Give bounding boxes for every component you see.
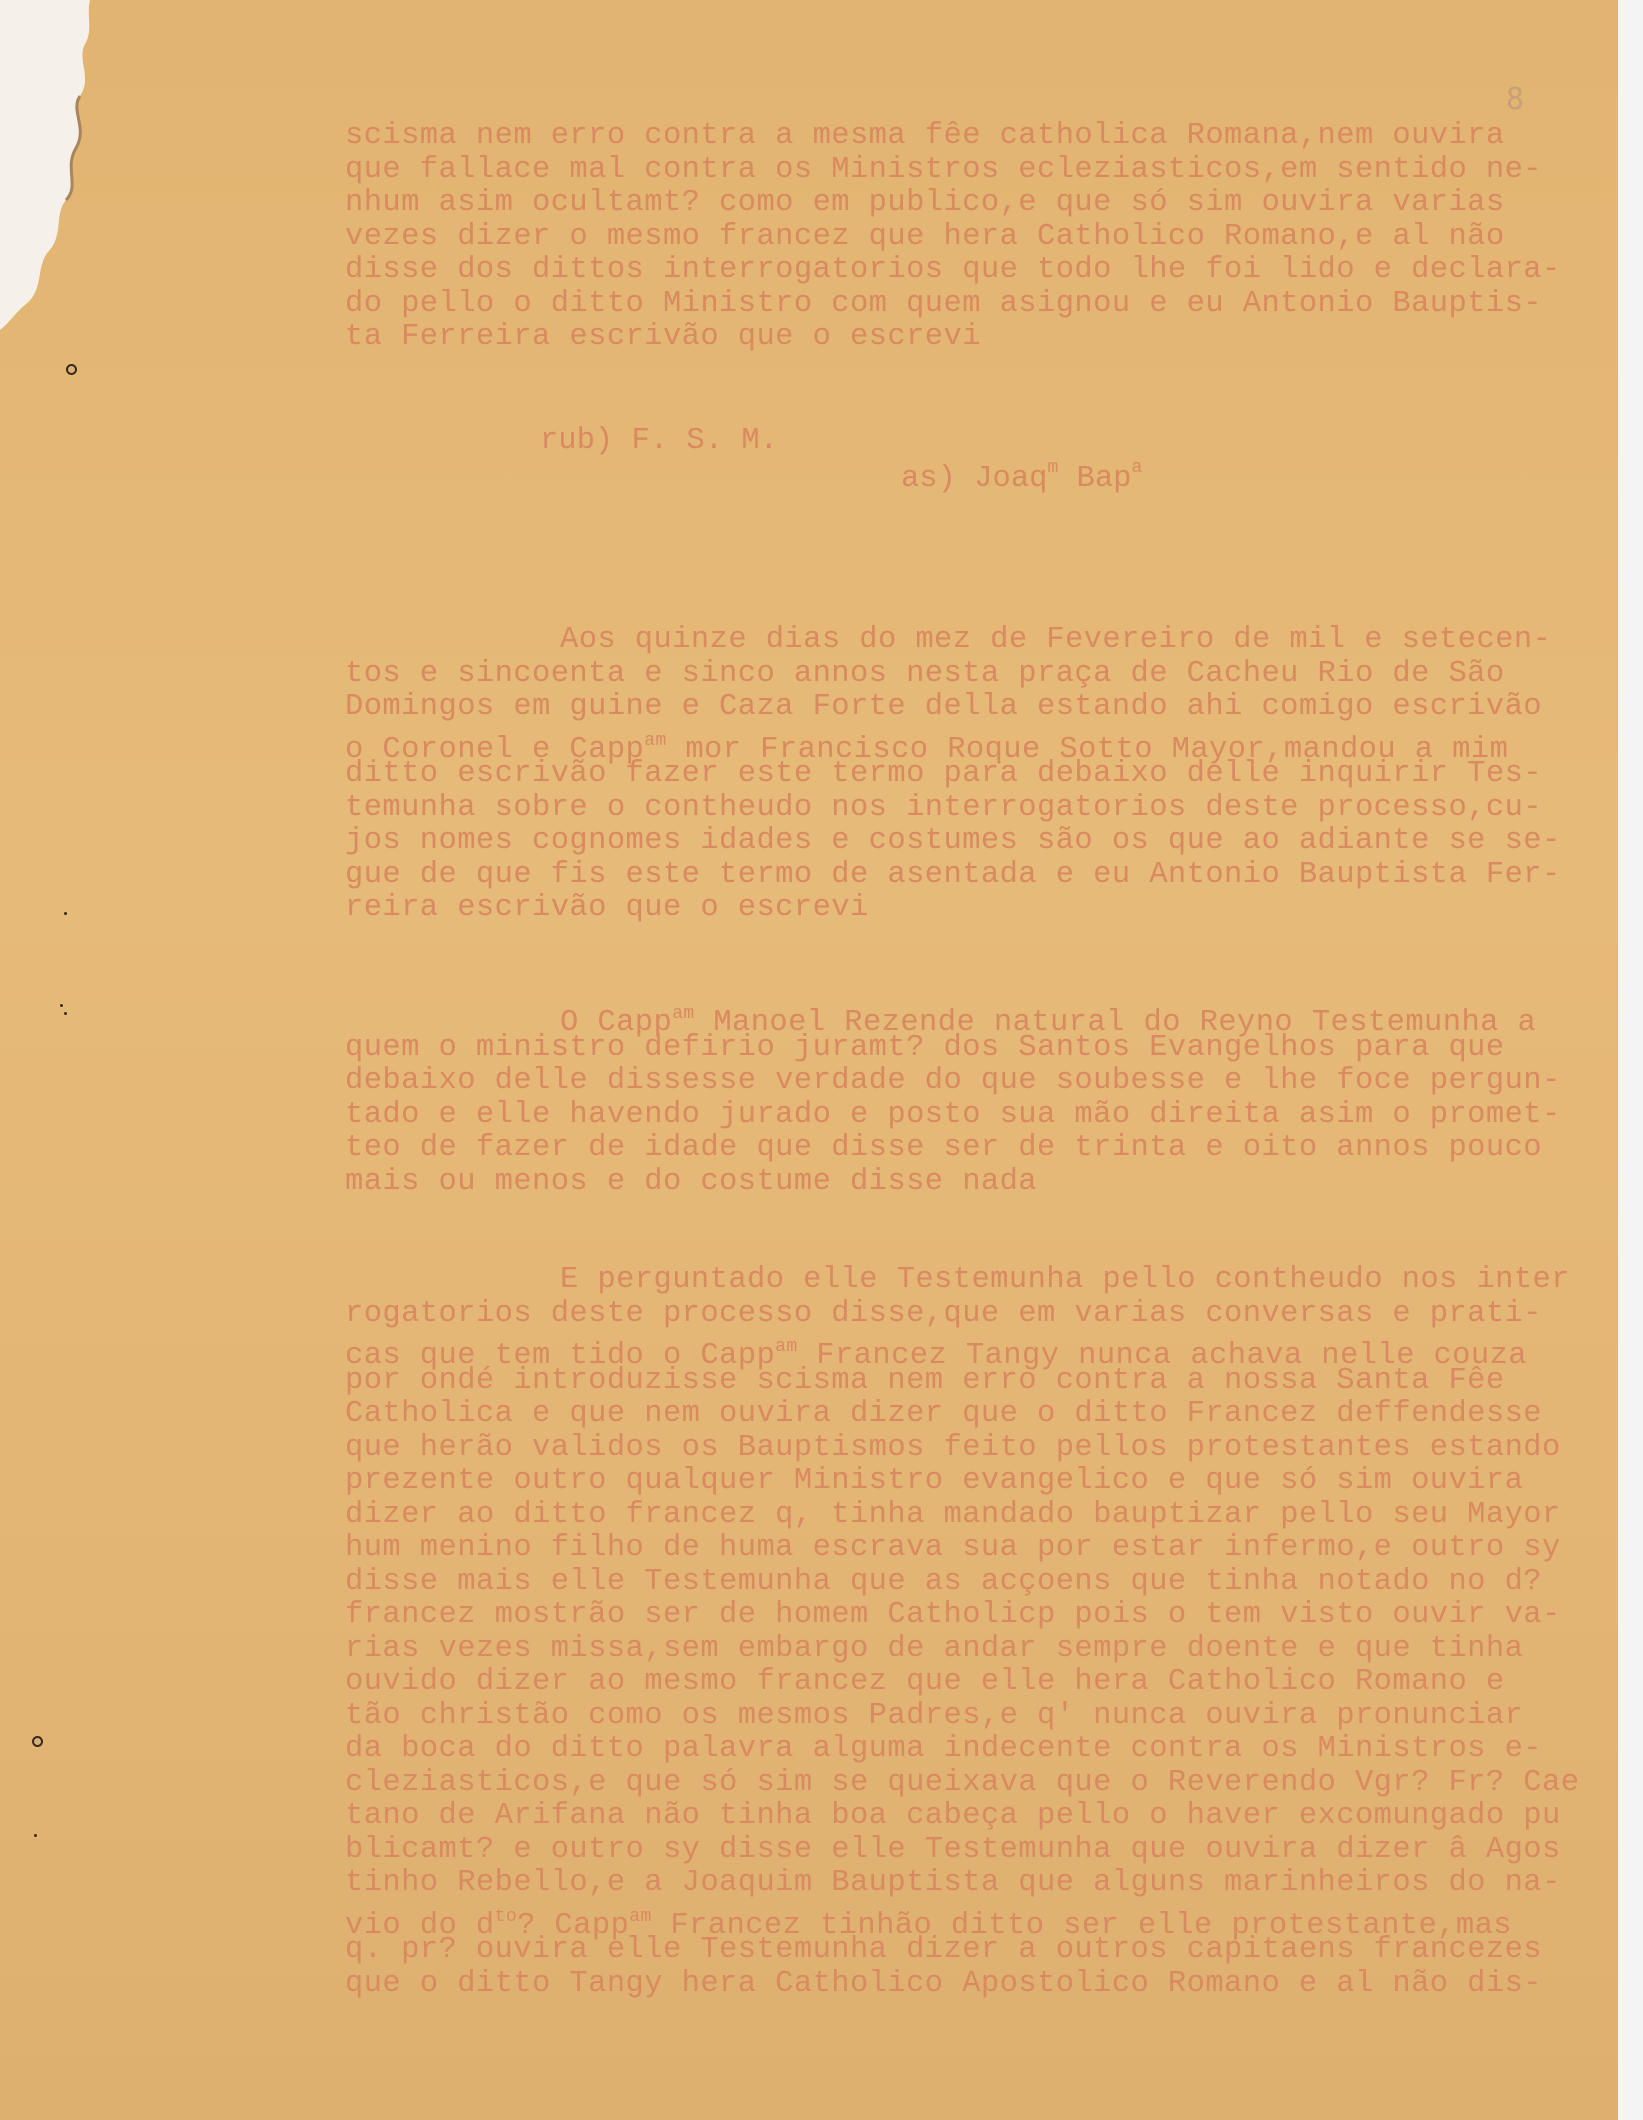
signature-rub: rub) F. S. M. — [540, 424, 778, 458]
text-line: O Capp$^{am}$ Manoel Rezende natural do Reyno Testemunha a — [560, 1004, 1537, 1040]
text-line: jos nomes cognomes idades e costumes são os que ao adiante se se- — [345, 824, 1561, 858]
paragraph-continuation — [345, 120, 1618, 355]
text-line: scisma nem erro contra a mesma fêe catholica Romana,nem ouvira — [345, 119, 1505, 153]
text-line: cas que tem tido o Capp$^{am}$ Francez Tangy nunca achava nelle couza — [345, 1337, 1527, 1373]
text-line: ta Ferreira escrivão que o escrevi — [345, 320, 981, 354]
paper-speck — [64, 1012, 67, 1015]
page-number: 8 — [1506, 82, 1525, 117]
text-line: gue de que fis este termo de asentada e eu Antonio Bauptista Fer- — [345, 857, 1561, 892]
text-line: tão christão como os mesmos Padres,e q' nunca ouvira pronunciar — [345, 1698, 1524, 1733]
torn-edge — [0, 0, 95, 330]
text-line: tado e elle havendo jurado e posto sua mão direita asim o promet- — [345, 1097, 1561, 1132]
text-line: prezente outro qualquer Ministro evangelico e que só sim ouvira — [345, 1464, 1524, 1498]
paragraph-testemunha-depoimento — [345, 1264, 1618, 2001]
text-line: da boca do ditto palavra alguma indecente contra os Ministros e- — [345, 1732, 1542, 1766]
text-line: tano de Arifana não tinha boa cabeça pello o haver excomungado pu — [345, 1799, 1561, 1833]
text-line: rogatorios deste processo disse,que em varias conversas e prati- — [345, 1296, 1542, 1331]
text-line: vezes dizer o mesmo francez que hera Catholico Romano,e al não — [345, 219, 1505, 254]
text-line: quem o ministro defirio juramt? dos Santos Evangelhos para que — [345, 1030, 1505, 1065]
text-line: temunha sobre o contheudo nos interrogatorios deste processo,cu- — [345, 790, 1542, 825]
text-line: francez mostrão ser de homem Catholicp pois o tem visto ouvir va- — [345, 1598, 1561, 1632]
text-line: ditto escrivão fazer este termo para debaixo delle inquirir Tes- — [345, 757, 1542, 791]
paper-speck — [60, 1004, 63, 1007]
text-line: reira escrivão que o escrevi — [345, 891, 869, 925]
text-line: tinho Rebello,e a Joaquim Bauptista que alguns marinheiros do na- — [345, 1866, 1561, 1900]
text-line: por ondé introduzisse scisma nem erro contra a nossa Santa Fêe — [345, 1363, 1505, 1398]
text-line: tos e sincoenta e sinco annos nesta praça de Cacheu Rio de São — [345, 656, 1505, 691]
text-line: hum menino filho de huma escrava sua por estar infermo,e outro sy — [345, 1531, 1561, 1565]
text-line: disse dos dittos interrogatorios que todo lhe foi lido e declara- — [345, 253, 1561, 287]
text-line: o Coronel e Capp$^{am}$ mor Francisco Roque Sotto Mayor,mandou a mim — [345, 730, 1509, 767]
text-line: E perguntado elle Testemunha pello contheudo nos inter — [560, 1263, 1570, 1297]
text-line: Catholica e que nem ouvira dizer que o ditto Francez deffendesse — [345, 1397, 1542, 1431]
text-line: blicamt? e outro sy disse elle Testemunha que ouvira dizer â Agos — [345, 1832, 1561, 1867]
text-line: nhum asim ocultamt? como em publico,e que só sim ouvira varias — [345, 186, 1505, 220]
text-line: que o ditto Tangy hera Catholico Apostolico Romano e al não dis- — [345, 1966, 1542, 2001]
text-line: teo de fazer de idade que disse ser de trinta e oito annos pouco — [345, 1131, 1542, 1165]
punch-hole — [32, 1736, 43, 1747]
text-line: rias vezes missa,sem embargo de andar sempre doente e que tinha — [345, 1631, 1524, 1666]
paragraph-testemunha-intro — [345, 998, 1618, 1199]
text-line: q. pr? ouvira elle Testemunha dizer a outros capitaens francezes — [345, 1933, 1542, 1967]
text-line: vio do $d^{to}$? Capp$^{am}$ Francez tinhão ditto ser elle protestante,mas — [345, 1906, 1512, 1943]
text-line: que fallace mal contra os Ministros ecleziasticos,em sentido ne- — [345, 152, 1542, 187]
text-line: dizer ao ditto francez q, tinha mandado bauptizar pello seu Mayor — [345, 1497, 1561, 1532]
text-line: mais ou menos e do costume disse nada — [345, 1164, 1038, 1199]
paper-speck — [64, 912, 67, 915]
paper-speck — [34, 1834, 37, 1837]
text-line: debaixo delle dissesse verdade do que soubesse e lhe foce pergun- — [345, 1064, 1561, 1098]
signature-as: as) Joaq$^m$ Bap$^a$ — [901, 458, 1143, 496]
text-line: do pello o ditto Ministro com quem asignou e eu Antonio Bauptis- — [345, 286, 1542, 321]
text-line: Aos quinze dias do mez de Fevereiro de mil e setecen- — [560, 623, 1552, 657]
text-line: que herão validos os Bauptismos feito pellos protestantes estando — [345, 1430, 1561, 1465]
paragraph-termo-asentada — [345, 624, 1618, 926]
text-line: ouvido dizer ao mesmo francez que elle hera Catholico Romano e — [345, 1665, 1505, 1699]
punch-hole — [66, 364, 77, 375]
text-line: disse mais elle Testemunha que as acçoens que tinha notado no d? — [345, 1564, 1542, 1599]
text-line: Domingos em guine e Caza Forte della estando ahi comigo escrivão — [345, 690, 1542, 724]
text-line: cleziasticos,e que só sim se queixava que o Reverendo Vgr? Fr? Cae — [345, 1765, 1580, 1800]
scan-margin — [1618, 0, 1643, 2120]
